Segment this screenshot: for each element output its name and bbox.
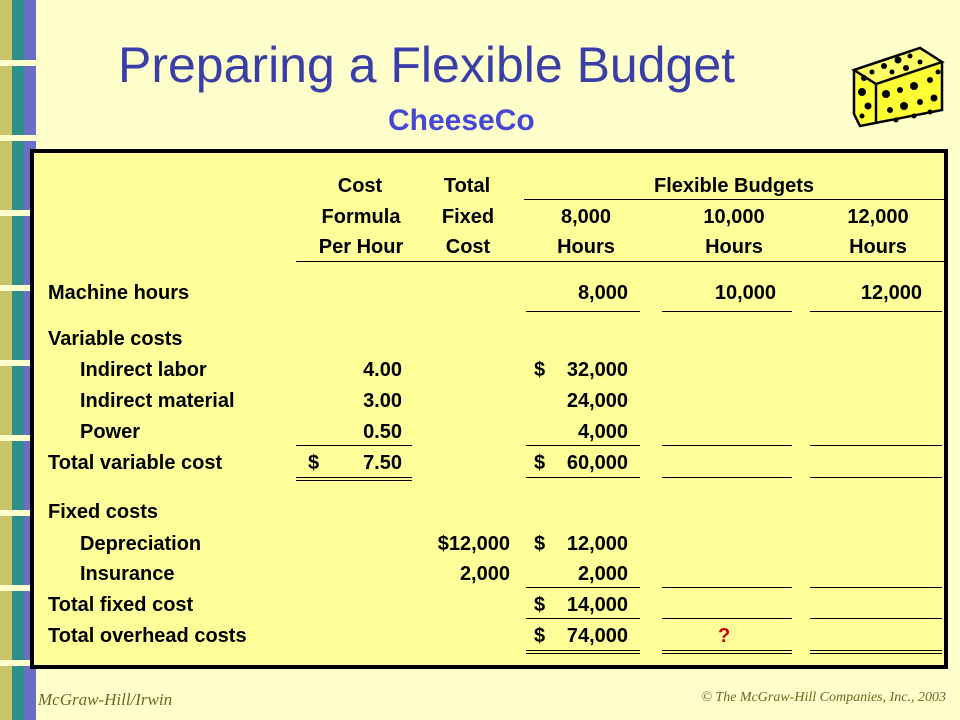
indirect-material-label: Indirect material: [80, 390, 235, 412]
total-overhead-dollar: $: [534, 625, 546, 647]
fixed-costs-label: Fixed costs: [48, 501, 159, 523]
total-overhead-label: Total overhead costs: [48, 625, 247, 647]
total-fixed-12000-underline: [810, 618, 942, 619]
total-variable-rate-double-underline: [296, 477, 412, 481]
total-overhead-10000-double-underline: [662, 650, 792, 654]
depreciation-label: Depreciation: [80, 533, 202, 555]
indirect-labor-8000: 32,000: [566, 359, 628, 381]
header-hours-12000: Hours: [849, 236, 907, 258]
power-rate: 0.50: [363, 421, 402, 443]
total-variable-cost-label: Total variable cost: [48, 452, 223, 474]
flexible-budgets-underline: [524, 199, 944, 200]
total-overhead-8000: 74,000: [566, 625, 628, 647]
header-hours-10000: Hours: [705, 236, 763, 258]
total-variable-dollar: $: [534, 452, 546, 474]
machine-hours-underline-12000: [810, 311, 942, 312]
power-label: Power: [80, 421, 141, 443]
machine-hours-10000: 10,000: [714, 282, 776, 304]
power-12000-underline: [810, 445, 942, 446]
indirect-labor-label: Indirect labor: [80, 359, 207, 381]
power-10000-underline: [662, 445, 792, 446]
header-per-hour: Per Hour: [318, 236, 404, 258]
header-formula: Formula: [321, 206, 401, 228]
total-overhead-8000-double-underline: [526, 650, 640, 654]
total-fixed-dollar: $: [534, 594, 546, 616]
total-fixed-8000-underline: [526, 618, 640, 619]
insurance-10000-underline: [662, 587, 792, 588]
total-variable-8000: 60,000: [566, 452, 628, 474]
total-fixed-8000: 14,000: [566, 594, 628, 616]
total-variable-rate-dollar: $: [308, 452, 320, 474]
depreciation-8000: 12,000: [566, 533, 628, 555]
header-fixed: Fixed: [441, 206, 495, 228]
insurance-8000-underline: [526, 587, 640, 588]
header-level-12000: 12,000: [847, 206, 909, 228]
variable-costs-label: Variable costs: [48, 328, 183, 350]
header-cost-2: Cost: [445, 236, 491, 258]
header-cost: Cost: [337, 175, 383, 197]
copyright-footer: © The McGraw-Hill Companies, Inc., 2003: [701, 690, 946, 705]
total-overhead-12000-double-underline: [810, 650, 942, 654]
header-total: Total: [443, 175, 491, 197]
header-hours-8000: Hours: [557, 236, 615, 258]
machine-hours-label: Machine hours: [48, 282, 190, 304]
header-level-10000: 10,000: [703, 206, 765, 228]
cheese-icon: [850, 44, 946, 130]
power-rate-underline: [296, 445, 412, 446]
slide-title: Preparing a Flexible Budget: [118, 37, 736, 93]
insurance-12000-underline: [810, 587, 942, 588]
machine-hours-8000: 8,000: [577, 282, 628, 304]
depreciation-dollar: $: [534, 533, 546, 555]
total-variable-10000-underline: [662, 477, 792, 478]
total-variable-rate: 7.50: [363, 452, 402, 474]
header-flexible-budgets: Flexible Budgets: [653, 175, 815, 197]
insurance-label: Insurance: [80, 563, 175, 585]
budget-table-panel: [30, 149, 948, 669]
header-underline: [296, 261, 944, 262]
slide-subtitle: CheeseCo: [388, 104, 535, 137]
indirect-labor-rate: 4.00: [363, 359, 402, 381]
total-variable-12000-underline: [810, 477, 942, 478]
insurance-8000: 2,000: [577, 563, 628, 585]
total-variable-8000-underline: [526, 477, 640, 478]
total-fixed-10000-underline: [662, 618, 792, 619]
machine-hours-underline-10000: [662, 311, 792, 312]
header-level-8000: 8,000: [560, 206, 612, 228]
total-overhead-10000-question: ?: [718, 625, 731, 647]
indirect-labor-dollar: $: [534, 359, 546, 381]
total-fixed-cost-label: Total fixed cost: [48, 594, 194, 616]
machine-hours-12000: 12,000: [860, 282, 922, 304]
power-8000: 4,000: [577, 421, 628, 443]
insurance-fixed: 2,000: [459, 563, 510, 585]
publisher-footer: McGraw-Hill/Irwin: [38, 690, 173, 709]
power-8000-underline: [526, 445, 640, 446]
indirect-material-8000: 24,000: [566, 390, 628, 412]
indirect-material-rate: 3.00: [363, 390, 402, 412]
depreciation-fixed: $12,000: [437, 533, 510, 555]
machine-hours-underline-8000: [526, 311, 640, 312]
